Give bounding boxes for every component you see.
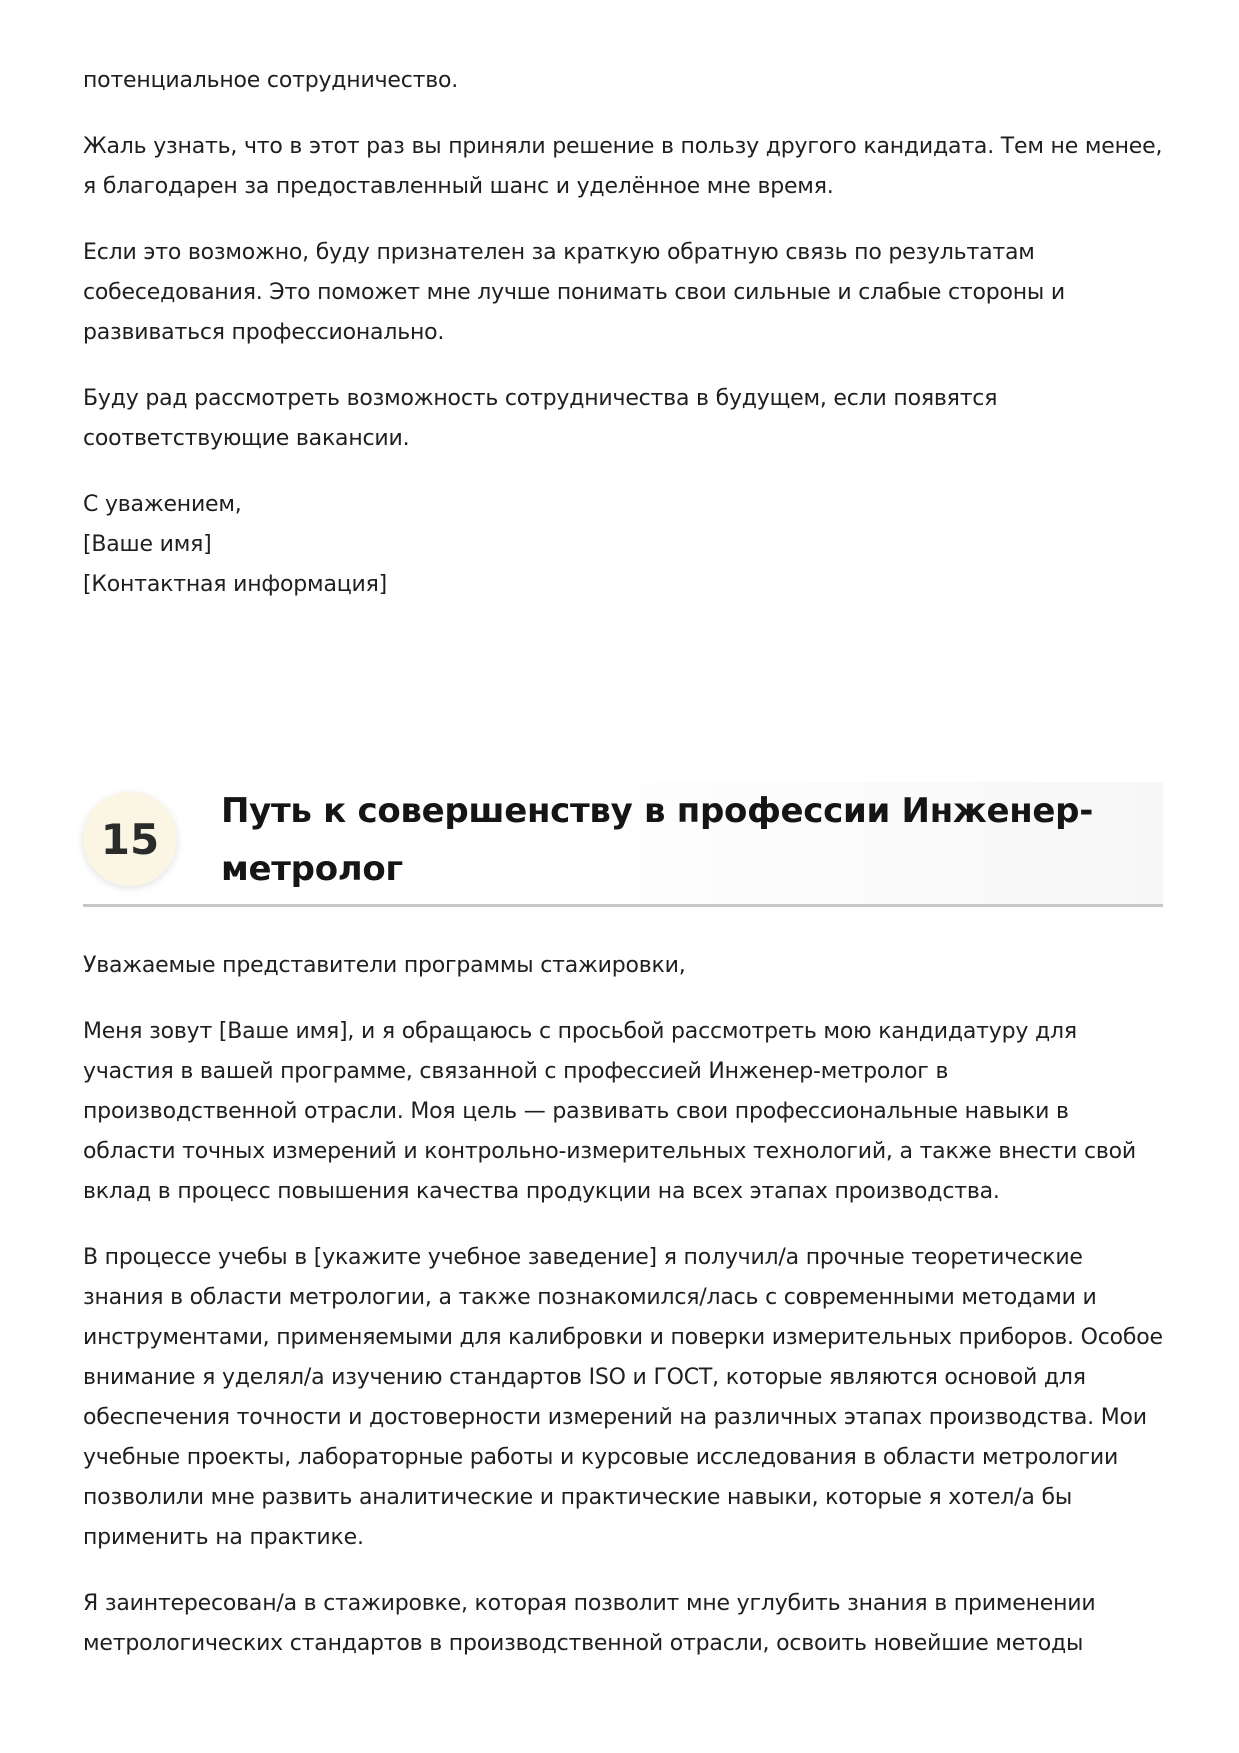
paragraph: Буду рад рассмотреть возможность сотрудничества в будущем, если появятся соответствующие вакансии. bbox=[83, 386, 998, 451]
section-title: Путь к совершенству в профессии Инженер-метролог bbox=[221, 791, 1094, 889]
paragraph-greeting: Уважаемые представители программы стажировки, bbox=[83, 953, 686, 978]
paragraph: Меня зовут [Ваше имя], и я обращаюсь с просьбой рассмотреть мою кандидатуру для участия в вашей программе, связанной с профессией Инженер-метролог в производственной отрасли. Моя цель — развивать свои профессиональные навыки в области точных измерений и контрольно-измерительных технологий, а также внести свой вклад в процесс повышения качества продукции на всех этапах производства. bbox=[83, 1019, 1137, 1204]
paragraph: Жаль узнать, что в этот раз вы приняли решение в пользу другого кандидата. Тем не менее, я благодарен за предоставленный шанс и уделённое мне время. bbox=[83, 134, 1163, 199]
signature-contact: [Контактная информация] bbox=[83, 572, 388, 597]
paragraph: потенциальное сотрудничество. bbox=[83, 68, 459, 93]
paragraph: В процессе учебы в [укажите учебное заведение] я получил/а прочные теоретические знания в области метрологии, а также познакомился/лась с современными методами и инструментами, применяемыми для калибровки и поверки измерительных приборов. Особое внимание я уделял/а изучению стандартов ISO и ГОСТ, которые являются основой для обеспечения точности и достоверности измерений на различных этапах производства. Мои учебные проекты, лабораторные работы и курсовые исследования в области метрологии позволили мне развить аналитические и практические навыки, которые я хотел/а бы применить на практике. bbox=[83, 1245, 1163, 1550]
letter-body bbox=[83, 946, 1163, 1664]
previous-letter-ending bbox=[83, 61, 1163, 605]
paragraph: Я заинтересован/а в стажировке, которая позволит мне углубить знания в применении метрологических стандартов в производственной отрасли, освоить новейшие методы bbox=[83, 1591, 1096, 1656]
signature-block bbox=[83, 485, 1163, 605]
signature-closing: С уважением, bbox=[83, 492, 242, 517]
section-heading bbox=[83, 782, 1163, 907]
section-number-badge: 15 bbox=[83, 792, 177, 886]
paragraph: Если это возможно, буду признателен за краткую обратную связь по результатам собеседования. Это поможет мне лучше понимать свои сильные и слабые стороны и развиваться профессионально. bbox=[83, 240, 1065, 345]
signature-name: [Ваше имя] bbox=[83, 532, 212, 557]
